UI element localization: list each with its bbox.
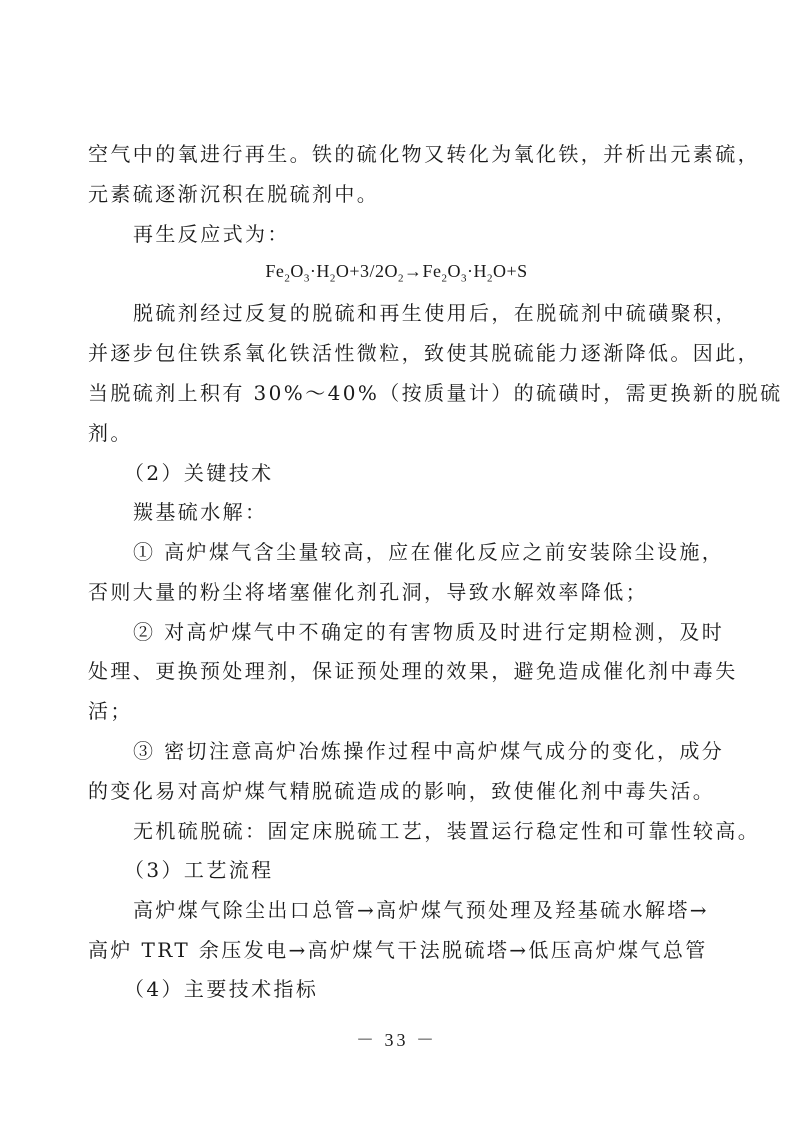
list-item: ③ 密切注意高炉冶炼操作过程中高炉煤气成分的变化，成分 — [133, 739, 725, 763]
list-item: ② 对高炉煤气中不确定的有害物质及时进行定期检测，及时 — [133, 620, 725, 644]
paragraph-line: 高炉煤气除尘出口总管→高炉煤气预处理及羟基硫水解塔→ — [133, 898, 709, 922]
paragraph-line: 元素硫逐渐沉积在脱硫剂中。 — [88, 182, 380, 206]
regeneration-formula: $Fe_2O_3\cdot H_2O+3/2O_2\to Fe_2O_3\cdot H_2O+S$ — [265, 261, 528, 285]
paragraph-line: 当脱硫剂上积有 30%～40%（按质量计）的硫磺时，需更换新的脱硫 — [88, 381, 783, 405]
paragraph-line: 高炉 TRT 余压发电→高炉煤气干法脱硫塔→低压高炉煤气总管 — [88, 938, 708, 962]
paragraph-line: 羰基硫水解： — [133, 500, 268, 524]
paragraph-line: 活； — [88, 699, 133, 723]
section-heading: （3）工艺流程 — [124, 858, 274, 882]
paragraph-line: 剂。 — [88, 421, 133, 445]
paragraph-line: 否则大量的粉尘将堵塞催化剂孔洞，导致水解效率降低； — [88, 580, 648, 604]
list-item: ① 高炉煤气含尘量较高，应在催化反应之前安装除尘设施， — [133, 540, 725, 564]
paragraph-line: 空气中的氧进行再生。铁的硫化物又转化为氧化铁，并析出元素硫， — [88, 142, 760, 166]
paragraph-line: 并逐步包住铁系氧化铁活性微粒，致使其脱硫能力逐渐降低。因此， — [88, 341, 760, 365]
paragraph-line: 再生反应式为： — [133, 222, 290, 246]
section-heading: （2）关键技术 — [124, 461, 274, 485]
paragraph-line: 脱硫剂经过反复的脱硫和再生使用后，在脱硫剂中硫磺聚积， — [133, 301, 738, 325]
paragraph-line: 处理、更换预处理剂，保证预处理的效果，避免造成催化剂中毒失 — [88, 659, 738, 683]
section-heading: （4）主要技术指标 — [124, 977, 319, 1001]
page-number: － 33 － — [356, 1030, 437, 1050]
paragraph-line: 无机硫脱硫：固定床脱硫工艺，装置运行稳定性和可靠性较高。 — [133, 819, 761, 843]
paragraph-line: 的变化易对高炉煤气精脱硫造成的影响，致使催化剂中毒失活。 — [88, 779, 716, 803]
